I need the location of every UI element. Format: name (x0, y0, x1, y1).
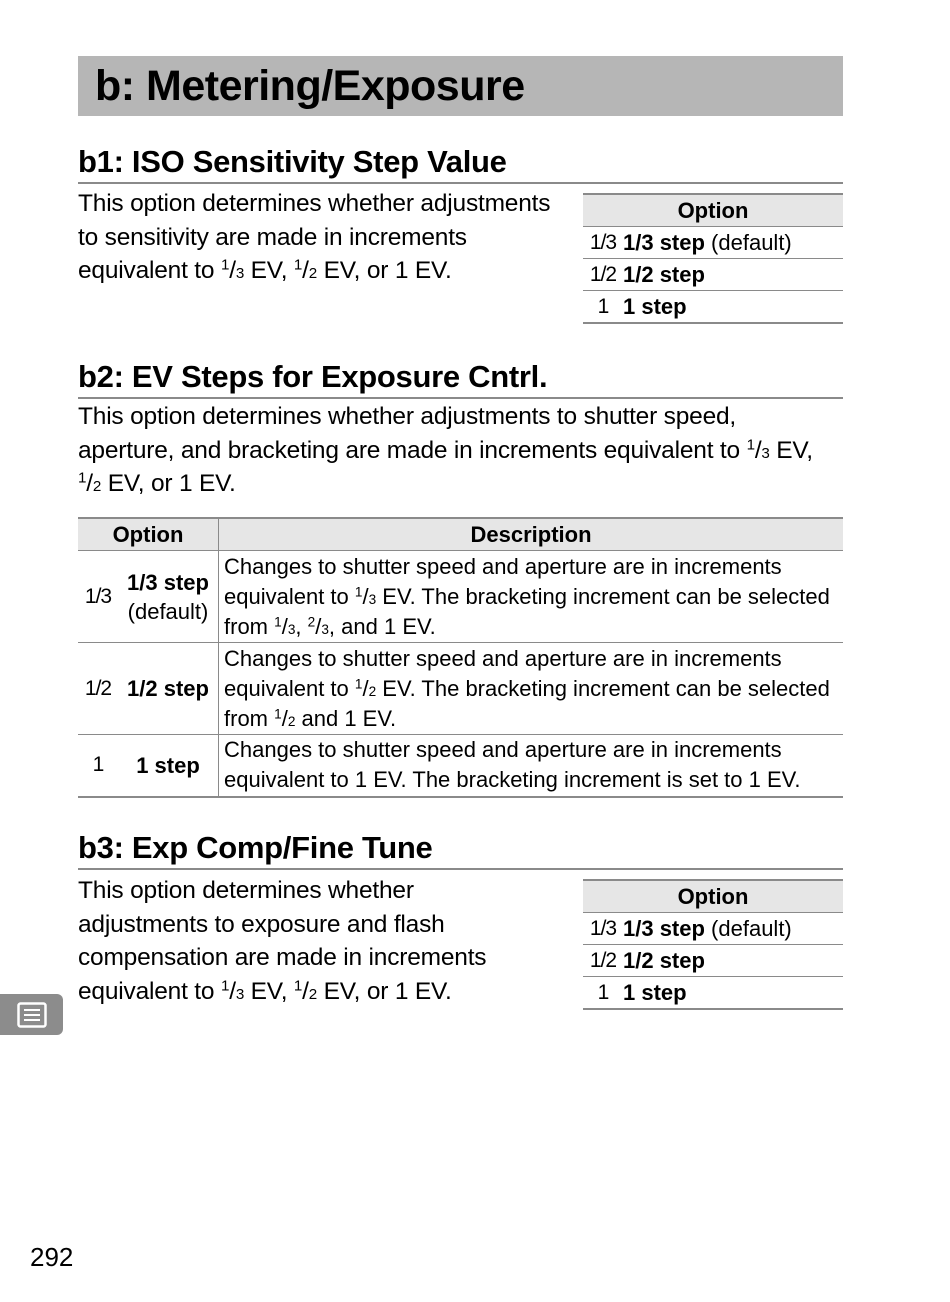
b3-option-table (583, 879, 843, 1010)
menu-section-tab (0, 994, 63, 1035)
one-third-step-icon: 1/3 (583, 913, 623, 945)
menu-list-icon (17, 1002, 47, 1028)
one-third-step-icon: 1/3 (78, 551, 118, 643)
section-title-b2: b2: EV Steps for Exposure Cntrl. (78, 357, 843, 399)
one-step-icon: 1 (583, 977, 623, 1010)
b1-option-table (583, 193, 843, 324)
table-row: 1/3 1/3 step (default) (583, 913, 843, 945)
section-title-b1: b1: ISO Sensitivity Step Value (78, 142, 843, 184)
table-row: 1 1 step (583, 291, 843, 324)
table-header: Option (583, 880, 843, 913)
option-description: Changes to shutter speed and aperture are in increments equivalent to 1 EV. The bracketing increment is set to 1 EV. (219, 735, 844, 797)
one-half-step-icon: 1/2 (78, 643, 118, 735)
page-number: 292 (30, 1242, 74, 1272)
one-step-icon: 1 (583, 291, 623, 324)
table-row (78, 735, 843, 797)
table-row (78, 643, 843, 735)
option-name: 1/2 step (118, 643, 219, 735)
option-description: Changes to shutter speed and aperture are in increments equivalent to $^1$/2 EV. The bracketing increment can be selected from $^1$/2 and 1 EV. (219, 643, 844, 735)
b1-description: This option determines whether adjustments to sensitivity are made in increments equivalent to $^1$/3 EV, $^1$/2 EV, or 1 EV. (78, 190, 551, 284)
one-half-step-icon: 1/2 (583, 259, 623, 291)
section-title-b3: b3: Exp Comp/Fine Tune (78, 828, 843, 870)
table-header-description: Description (219, 518, 844, 551)
table-row: 1 1 step (583, 977, 843, 1010)
option-description: Changes to shutter speed and aperture are in increments equivalent to $^1$/3 EV. The bracketing increment can be selected from $^1$/3, $^2$/3, and 1 EV. (219, 551, 844, 643)
one-third-step-icon: 1/3 (583, 227, 623, 259)
table-row: 1/2 1/2 step (583, 259, 843, 291)
b2-option-table (78, 517, 843, 798)
option-name: 1 step (118, 735, 219, 797)
b3-description: This option determines whether adjustments to exposure and flash compensation are made in increments equivalent to $^1$/3 EV, $^1$/2 EV, or 1 EV. (78, 877, 487, 1005)
option-name: 1/3 step (default) (118, 551, 219, 643)
table-header-option: Option (78, 518, 219, 551)
page-title: b: Metering/Exposure (78, 56, 843, 116)
one-half-step-icon: 1/2 (583, 945, 623, 977)
table-row: 1/2 1/2 step (583, 945, 843, 977)
table-header: Option (583, 194, 843, 227)
table-row: 1/3 1/3 step (default) (583, 227, 843, 259)
table-row (78, 551, 843, 643)
b2-description: This option determines whether adjustments to shutter speed, aperture, and bracketing are made in increments equivalent to $^1$/3 EV, $^1$/2 EV, or 1 EV. (78, 403, 813, 497)
one-step-icon: 1 (78, 735, 118, 797)
